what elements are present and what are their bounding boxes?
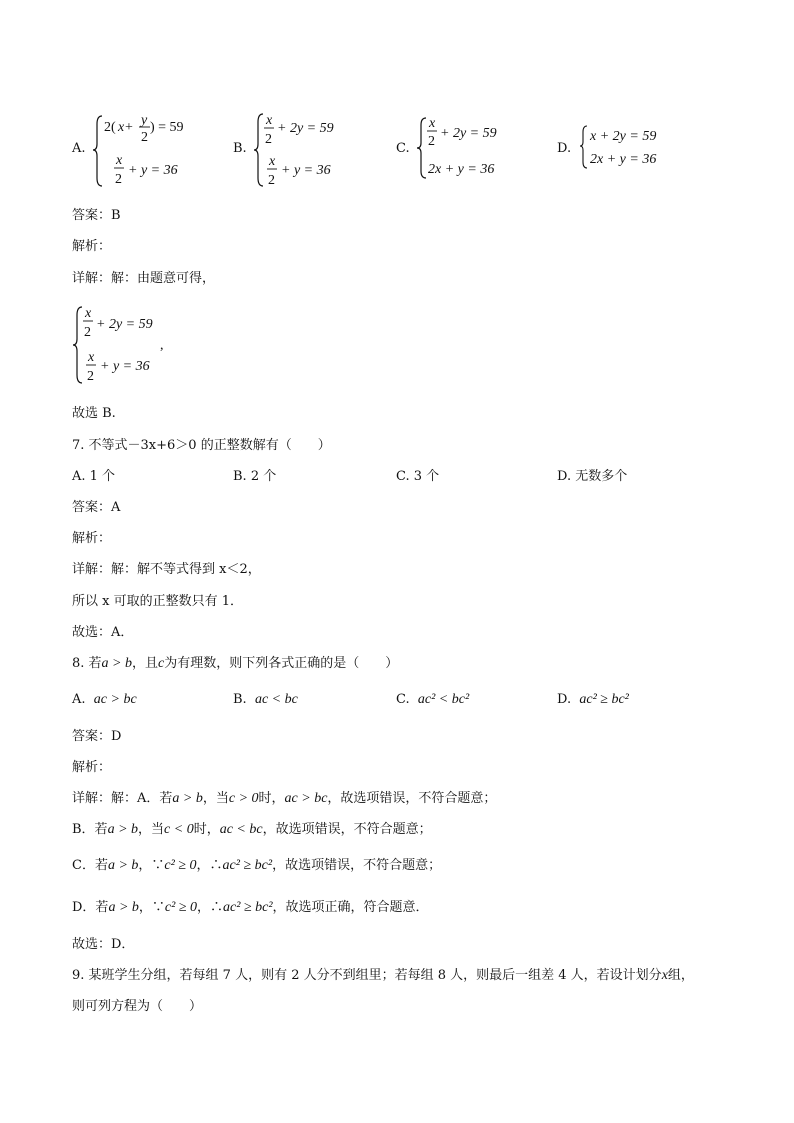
q8-answer: 答案：D <box>72 729 122 744</box>
q7-option-c: C. 3 个 <box>396 469 440 484</box>
math: ac² ≥ bc² <box>222 858 273 873</box>
letter: C. <box>396 692 410 707</box>
math: a > b <box>108 900 139 915</box>
q8-stem-b: ，且 <box>132 656 159 671</box>
eq1-rest: + 2y = 59 <box>440 126 497 141</box>
q8-option-a <box>72 691 137 709</box>
q7-option-d: D. 无数多个 <box>557 469 628 484</box>
q7-analysis: 解析： <box>72 531 112 546</box>
q9-line1-a: 9. 某班学生分组，若每组 7 人，则有 2 人分不到组里；若每组 8 人，则最后一组差 4 人，若设计划分 <box>72 968 662 983</box>
q8-option-c <box>396 691 469 709</box>
q6-option-b-svg <box>253 110 353 192</box>
q6-option-c-system <box>416 115 516 185</box>
text: ，当 <box>138 822 165 837</box>
q7-stem: 7. 不等式－3x+6＞0 的正整数解有（ ） <box>72 438 331 453</box>
math: a > b <box>107 822 139 837</box>
eq1-x: x <box>118 120 125 135</box>
eq1-frac-den: 2 <box>265 132 272 147</box>
q6-option-c-letter: C. <box>396 141 410 156</box>
eq1-rest: + 2y = 59 <box>96 317 153 332</box>
q9-line2: 则可列方程为（ ） <box>72 999 203 1014</box>
q6-option-a-svg <box>92 112 202 192</box>
expr: ac² < bc² <box>417 692 470 707</box>
q9-line1-x: x <box>661 968 668 983</box>
q6-answer: 答案：B <box>72 208 121 223</box>
math: c > 0 <box>228 791 259 806</box>
eq1-rest: + 2y = 59 <box>277 121 334 136</box>
q7-answer: 答案：A <box>72 500 121 515</box>
q7-option-b: B. 2 个 <box>233 469 277 484</box>
math: ac < bc <box>219 822 263 837</box>
q8-detail-b <box>72 821 432 839</box>
q8-stem-c: 为有理数，则下列各式正确的是（ ） <box>164 656 399 671</box>
math: c² ≥ 0 <box>164 900 198 915</box>
text: ，故选项错误，不符合题意； <box>262 822 432 837</box>
eq1-prefix: 2( <box>104 120 116 135</box>
math: c² ≥ 0 <box>164 858 197 873</box>
text: ，故选项正确，符合题意． <box>272 900 429 915</box>
eq1-frac-den: 2 <box>141 130 148 145</box>
text: C．若 <box>72 858 108 873</box>
q9-line1 <box>72 967 694 985</box>
q8-option-d <box>557 691 629 709</box>
q8-stem-math1: a > b <box>101 656 132 671</box>
expr: ac > bc <box>93 692 137 707</box>
eq2-text: 2x + y = 36 <box>428 162 495 177</box>
text: B．若 <box>72 822 108 837</box>
eq2-frac-num: x <box>116 153 123 168</box>
text: ，∵ <box>138 858 165 873</box>
eq2-frac-den: 2 <box>268 173 275 188</box>
eq2-frac-den: 2 <box>87 369 94 384</box>
eq1-frac-den: 2 <box>84 325 91 340</box>
math: ac² ≥ bc² <box>223 900 273 915</box>
brace <box>73 307 82 383</box>
text: ，∴ <box>196 858 223 873</box>
text: 详解：解：A．若 <box>72 791 173 806</box>
q8-detail-c <box>72 857 441 875</box>
q6-option-d-svg <box>579 124 679 172</box>
eq1-close: ) = 59 <box>150 120 184 135</box>
text: 时， <box>258 791 285 806</box>
q6-option-b-system <box>253 110 353 192</box>
eq2-rest: + y = 36 <box>281 163 331 178</box>
q7-choose: 故选：A． <box>72 625 134 640</box>
q8-stem-a: 8. 若 <box>72 656 102 671</box>
eq2-rest: + y = 36 <box>100 359 150 374</box>
q8-detail-d <box>72 899 429 917</box>
letter: D. <box>557 692 572 707</box>
letter: B. <box>233 692 247 707</box>
eq1-frac-num: y <box>141 113 148 128</box>
system-comma: , <box>160 338 164 353</box>
eq2-frac-num: x <box>88 350 95 365</box>
q6-option-d-letter: D. <box>557 141 572 156</box>
text: ，∴ <box>197 900 224 915</box>
q6-option-a-letter: A. <box>72 141 86 156</box>
brace <box>93 116 102 186</box>
q6-solution-svg <box>72 303 182 389</box>
q7-detail: 详解：解：解不等式得到 x＜2， <box>72 562 261 577</box>
q6-detail: 详解：解：由题意可得， <box>72 271 216 286</box>
math: ac > bc <box>284 791 328 806</box>
q7-option-a: A. 1 个 <box>72 469 116 484</box>
text: ，∵ <box>138 900 165 915</box>
eq1-frac-num: x <box>266 113 273 128</box>
eq2-frac-num: x <box>269 154 276 169</box>
q6-solution-system <box>72 303 182 389</box>
eq1-text: x + 2y = 59 <box>590 129 657 144</box>
eq2-rest: + y = 36 <box>128 163 178 178</box>
text: 时， <box>193 822 220 837</box>
q8-detail-a <box>72 790 496 808</box>
eq1-frac-num: x <box>85 306 92 321</box>
expr: ac < bc <box>254 692 298 707</box>
text: ，故选项错误，不符合题意； <box>272 858 442 873</box>
brace <box>417 118 426 178</box>
math: a > b <box>107 858 139 873</box>
text: D．若 <box>72 900 109 915</box>
eq2-frac-den: 2 <box>115 172 122 187</box>
math: a > b <box>172 791 203 806</box>
q6-option-b-letter: B. <box>233 141 247 156</box>
q6-option-a-system <box>92 112 202 192</box>
brace <box>254 114 263 186</box>
q8-analysis: 解析： <box>72 760 112 775</box>
eq1-plus: + <box>125 120 133 135</box>
q6-option-c-svg <box>416 115 516 185</box>
eq1-frac-den: 2 <box>428 134 435 149</box>
q8-option-b <box>233 691 298 709</box>
brace <box>580 126 587 168</box>
math: c < 0 <box>164 822 194 837</box>
q6-option-d-system <box>579 124 679 172</box>
q8-stem-math2: c <box>158 656 165 671</box>
text: ，故选项错误，不符合题意； <box>327 791 497 806</box>
letter: A. <box>72 692 86 707</box>
q6-analysis: 解析： <box>72 239 112 254</box>
q8-stem <box>72 655 398 673</box>
eq1-frac-num: x <box>429 116 436 131</box>
expr: ac² ≥ bc² <box>579 692 629 707</box>
q9-line1-b: 组， <box>667 968 694 983</box>
q6-choose: 故选 B. <box>72 406 116 421</box>
q7-line2: 所以 x 可取的正整数只有 1． <box>72 594 243 609</box>
eq2-text: 2x + y = 36 <box>590 152 657 167</box>
q8-choose: 故选：D． <box>72 937 135 952</box>
text: ，当 <box>202 791 229 806</box>
